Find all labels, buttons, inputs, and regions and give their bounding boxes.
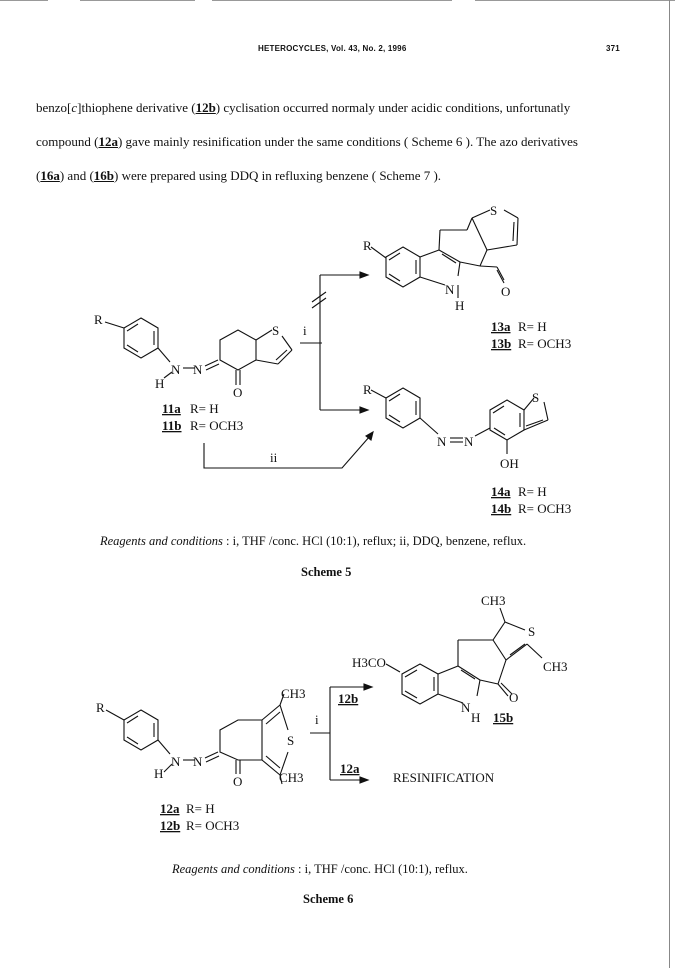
methyl-label: CH3 xyxy=(543,659,568,674)
benzene-ring xyxy=(124,318,158,358)
atom-label: N xyxy=(171,754,181,769)
atom-label: H xyxy=(455,298,465,313)
page-number: 371 xyxy=(606,44,620,53)
atom-label: OH xyxy=(500,456,519,471)
compound-label: 12a xyxy=(340,761,360,776)
benzene-ring xyxy=(490,400,524,440)
atom-label: H xyxy=(154,766,164,781)
methyl-label: CH3 xyxy=(279,770,304,785)
atom-label: N xyxy=(437,434,447,449)
benzene-ring xyxy=(386,247,420,287)
methoxy-label: H3CO xyxy=(352,655,386,670)
r-substituent: R xyxy=(94,312,103,327)
substituent-def: R= OCH3 xyxy=(186,818,240,833)
compound-ref: 16a xyxy=(40,168,60,183)
atom-label: S xyxy=(272,323,280,338)
paragraph-line-2: compound (12a) gave mainly resinification under the same conditions ( Scheme 6 ). The azo derivatives xyxy=(36,134,578,149)
benzene-ring xyxy=(386,388,420,428)
compound-ref: 12b xyxy=(195,100,216,115)
r-substituent: R xyxy=(363,382,372,397)
compound-ref: 16b xyxy=(93,168,115,183)
compound-label: 13b xyxy=(491,336,512,351)
compound-label: 14a xyxy=(491,484,511,499)
substituent-def: R= H xyxy=(518,319,547,334)
scheme-5-caption: Reagents and conditions : i, THF /conc. HCl (10:1), reflux; ii, DDQ, benzene, reflux. xyxy=(100,534,527,548)
benzene-ring xyxy=(124,710,158,750)
compound-label: 15b xyxy=(493,710,514,725)
atom-label: O xyxy=(233,385,243,400)
atom-label: N xyxy=(445,282,455,297)
r-substituent: R xyxy=(96,700,105,715)
atom-label: S xyxy=(528,624,536,639)
substituent-def: R= H xyxy=(190,401,219,416)
substituent-def: R= H xyxy=(186,801,215,816)
scheme-5-title: Scheme 5 xyxy=(301,565,352,579)
methyl-label: CH3 xyxy=(281,686,306,701)
atom-label: H xyxy=(155,376,165,391)
reagent-label: i xyxy=(303,323,307,338)
compound-label: 11b xyxy=(162,418,182,433)
running-header: HETEROCYCLES, Vol. 43, No. 2, 1996 xyxy=(258,44,407,53)
resinification-label: RESINIFICATION xyxy=(393,770,495,785)
atom-label: O xyxy=(233,774,243,789)
atom-label: H xyxy=(471,710,481,725)
atom-label: N xyxy=(193,362,203,377)
cyclohexanone-ring xyxy=(220,330,256,370)
substituent-def: R= OCH3 xyxy=(518,336,572,351)
compound-label: 12b xyxy=(160,818,181,833)
atom-label: O xyxy=(509,690,519,705)
substituent-def: R= OCH3 xyxy=(190,418,244,433)
atom-label: N xyxy=(464,434,474,449)
paragraph-line-1: benzo[c]thiophene derivative (12b) cyclisation occurred normaly under acidic conditions, unfortunatly xyxy=(36,100,571,115)
substituent-def: R= H xyxy=(518,484,547,499)
reagent-label: i xyxy=(315,712,319,727)
atom-label: N xyxy=(193,754,203,769)
compound-label: 11a xyxy=(162,401,181,416)
scheme-6-title: Scheme 6 xyxy=(303,892,354,906)
atom-label: N xyxy=(171,362,181,377)
atom-label: S xyxy=(287,733,295,748)
reagent-label: ii xyxy=(270,450,278,465)
atom-label: N xyxy=(461,700,471,715)
atom-label: S xyxy=(490,203,498,218)
cyclohexanone-ring xyxy=(220,720,262,760)
atom-label: O xyxy=(501,284,511,299)
methyl-label: CH3 xyxy=(481,593,506,608)
paragraph-line-3: (16a) and (16b) were prepared using DDQ in refluxing benzene ( Scheme 7 ). xyxy=(36,168,442,183)
substituent-def: R= OCH3 xyxy=(518,501,572,516)
atom-label: S xyxy=(532,390,540,405)
compound-label: 14b xyxy=(491,501,512,516)
compound-ref: 12a xyxy=(98,134,118,149)
benzene-ring xyxy=(402,664,438,704)
r-substituent: R xyxy=(363,238,372,253)
scheme-6-caption: Reagents and conditions : i, THF /conc. HCl (10:1), reflux. xyxy=(172,862,468,876)
compound-label: 12b xyxy=(338,691,359,706)
compound-label: 12a xyxy=(160,801,180,816)
compound-label: 13a xyxy=(491,319,511,334)
